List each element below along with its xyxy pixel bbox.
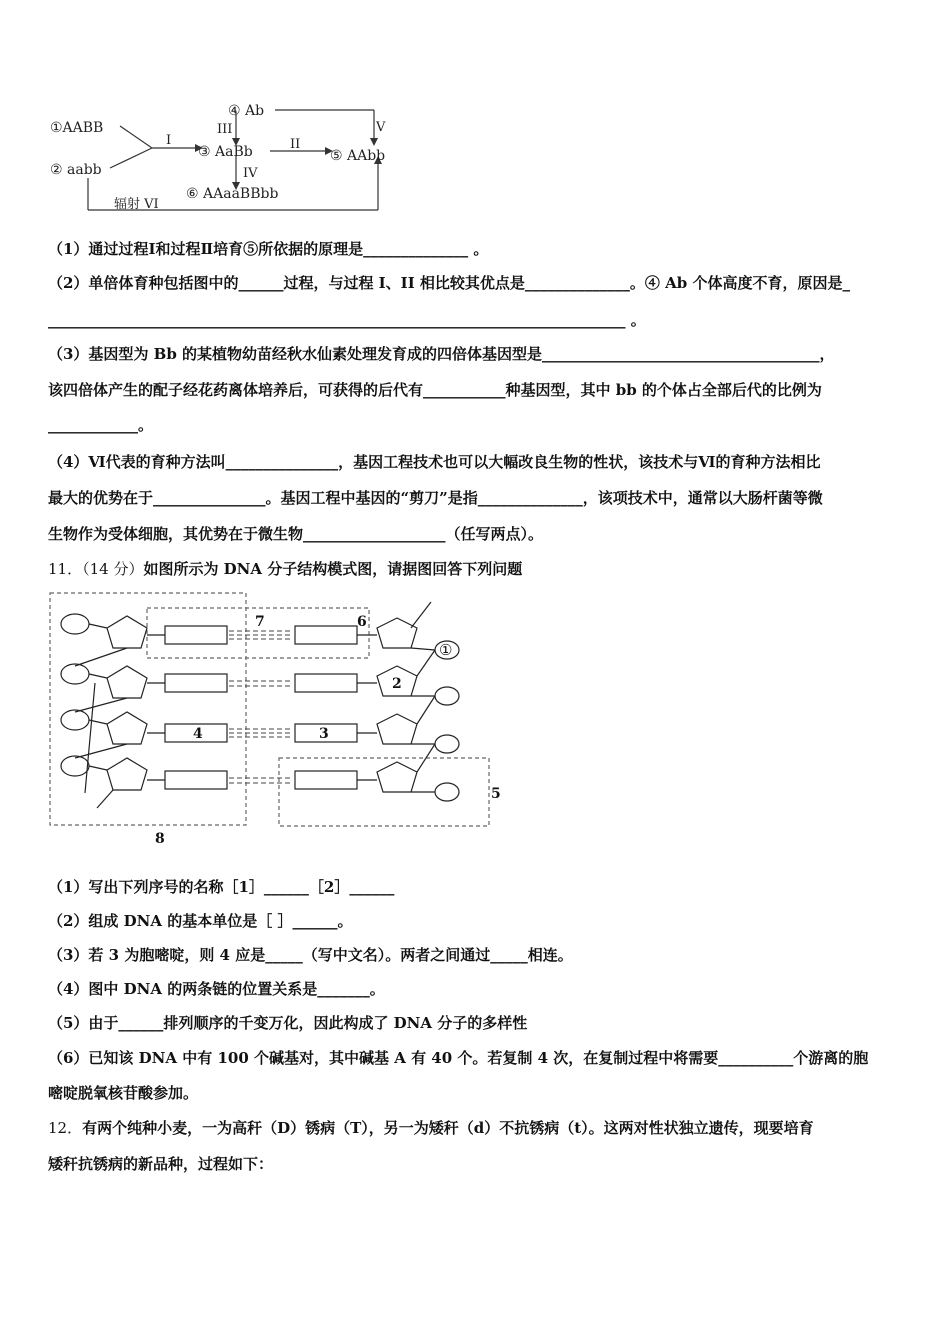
q11-heading bbox=[48, 558, 522, 580]
q11-sub6: （6）已知该 DNA 中有 100 个碱基对，其中碱基 A 有 40 个。若复制 4 次，在复制过程中将需要__________个游离的胞 bbox=[48, 1049, 869, 1067]
q11-number: 11． bbox=[48, 560, 83, 578]
label-6: 6 bbox=[357, 614, 367, 630]
node-aabb-hybrid: ③ AaBb bbox=[198, 144, 253, 160]
node-ab-haploid: ④ Ab bbox=[228, 103, 265, 119]
q10-sub2: （2）单倍体育种包括图中的______过程，与过程 I、II 相比较其优点是______________。④ Ab 个体高度不育，原因是_ bbox=[48, 274, 851, 292]
process-1-label: I bbox=[166, 133, 172, 148]
label-7: 7 bbox=[255, 614, 265, 630]
label-2: 2 bbox=[392, 676, 402, 692]
q12-text: 有两个纯种小麦，一为高秆（D）锈病（T），另一为矮秆（d）不抗锈病（t）。这两对性状独立遗传，现要培育 bbox=[82, 1119, 814, 1137]
q11-sub4: （4）图中 DNA 的两条链的位置关系是_______。 bbox=[48, 980, 385, 998]
q11-sub3: （3）若 3 为胞嘧啶，则 4 应是_____（写中文名）。两者之间通过_____相连。 bbox=[48, 946, 573, 964]
process-3-label: III bbox=[217, 122, 233, 137]
q12-number: 12． bbox=[48, 1119, 83, 1137]
q10-sub4-cont: 最大的优势在于_______________。基因工程中基因的“剪刀”是指______________，该项技术中，通常以大肠杆菌等微 bbox=[48, 489, 823, 507]
breeding-diagram bbox=[40, 98, 420, 216]
label-5: 5 bbox=[491, 786, 501, 802]
q11-sub6-cont: 嘧啶脱氧核苷酸参加。 bbox=[48, 1084, 199, 1102]
q10-sub4-end: 生物作为受体细胞，其优势在于微生物___________________（任写两点）。 bbox=[48, 525, 544, 543]
q11-sub5: （5）由于______排列顺序的千变万化，因此构成了 DNA 分子的多样性 bbox=[48, 1014, 528, 1032]
q10-sub1: （1）通过过程Ⅰ和过程Ⅱ培育⑤所依据的原理是______________ 。 bbox=[48, 240, 489, 258]
process-6-label: 辐射 VI bbox=[114, 197, 159, 212]
q11-title: 如图所示为 DNA 分子结构模式图，请据图回答下列问题 bbox=[143, 560, 523, 578]
label-4: 4 bbox=[193, 726, 203, 742]
q10-sub4: （4）Ⅵ代表的育种方法叫_______________，基因工程技术也可以大幅改良生物的性状，该技术与Ⅵ的育种方法相比 bbox=[48, 453, 821, 471]
node-tetraploid: ⑥ AAaaBBbb bbox=[186, 186, 279, 202]
q11-score: （14 分） bbox=[82, 560, 144, 578]
node-aabb-homozygous: ⑤ AAbb bbox=[330, 148, 386, 164]
q11-sub2: （2）组成 DNA 的基本单位是［ ］______。 bbox=[48, 912, 353, 930]
q10-sub3: （3）基因型为 Bb 的某植物幼苗经秋水仙素处理发育成的四倍体基因型是_____________________________________， bbox=[48, 345, 835, 363]
q12-heading bbox=[48, 1117, 814, 1139]
q10-sub3-end: ____________。 bbox=[48, 416, 154, 434]
dna-structure-diagram bbox=[45, 588, 515, 848]
process-5-label: V bbox=[376, 120, 386, 135]
label-3: 3 bbox=[319, 726, 329, 742]
q10-sub2-cont: _____________________________________________________________________________ 。 bbox=[48, 311, 646, 329]
process-4-label: IV bbox=[243, 166, 258, 181]
node-aabb-parent: ①AABB bbox=[50, 120, 104, 136]
box-8 bbox=[50, 593, 246, 825]
label-8: 8 bbox=[155, 831, 165, 847]
label-1: ① bbox=[439, 641, 453, 659]
process-2-label: II bbox=[290, 137, 301, 152]
q12-text-cont: 矮秆抗锈病的新品种，过程如下： bbox=[48, 1155, 274, 1173]
node-aabb-recessive: ② aabb bbox=[50, 162, 102, 178]
q11-sub1: （1）写出下列序号的名称［1］______［2］______ bbox=[48, 878, 395, 896]
q10-sub3-cont: 该四倍体产生的配子经花药离体培养后，可获得的后代有___________种基因型，其中 bb 的个体占全部后代的比例为 bbox=[48, 381, 822, 399]
